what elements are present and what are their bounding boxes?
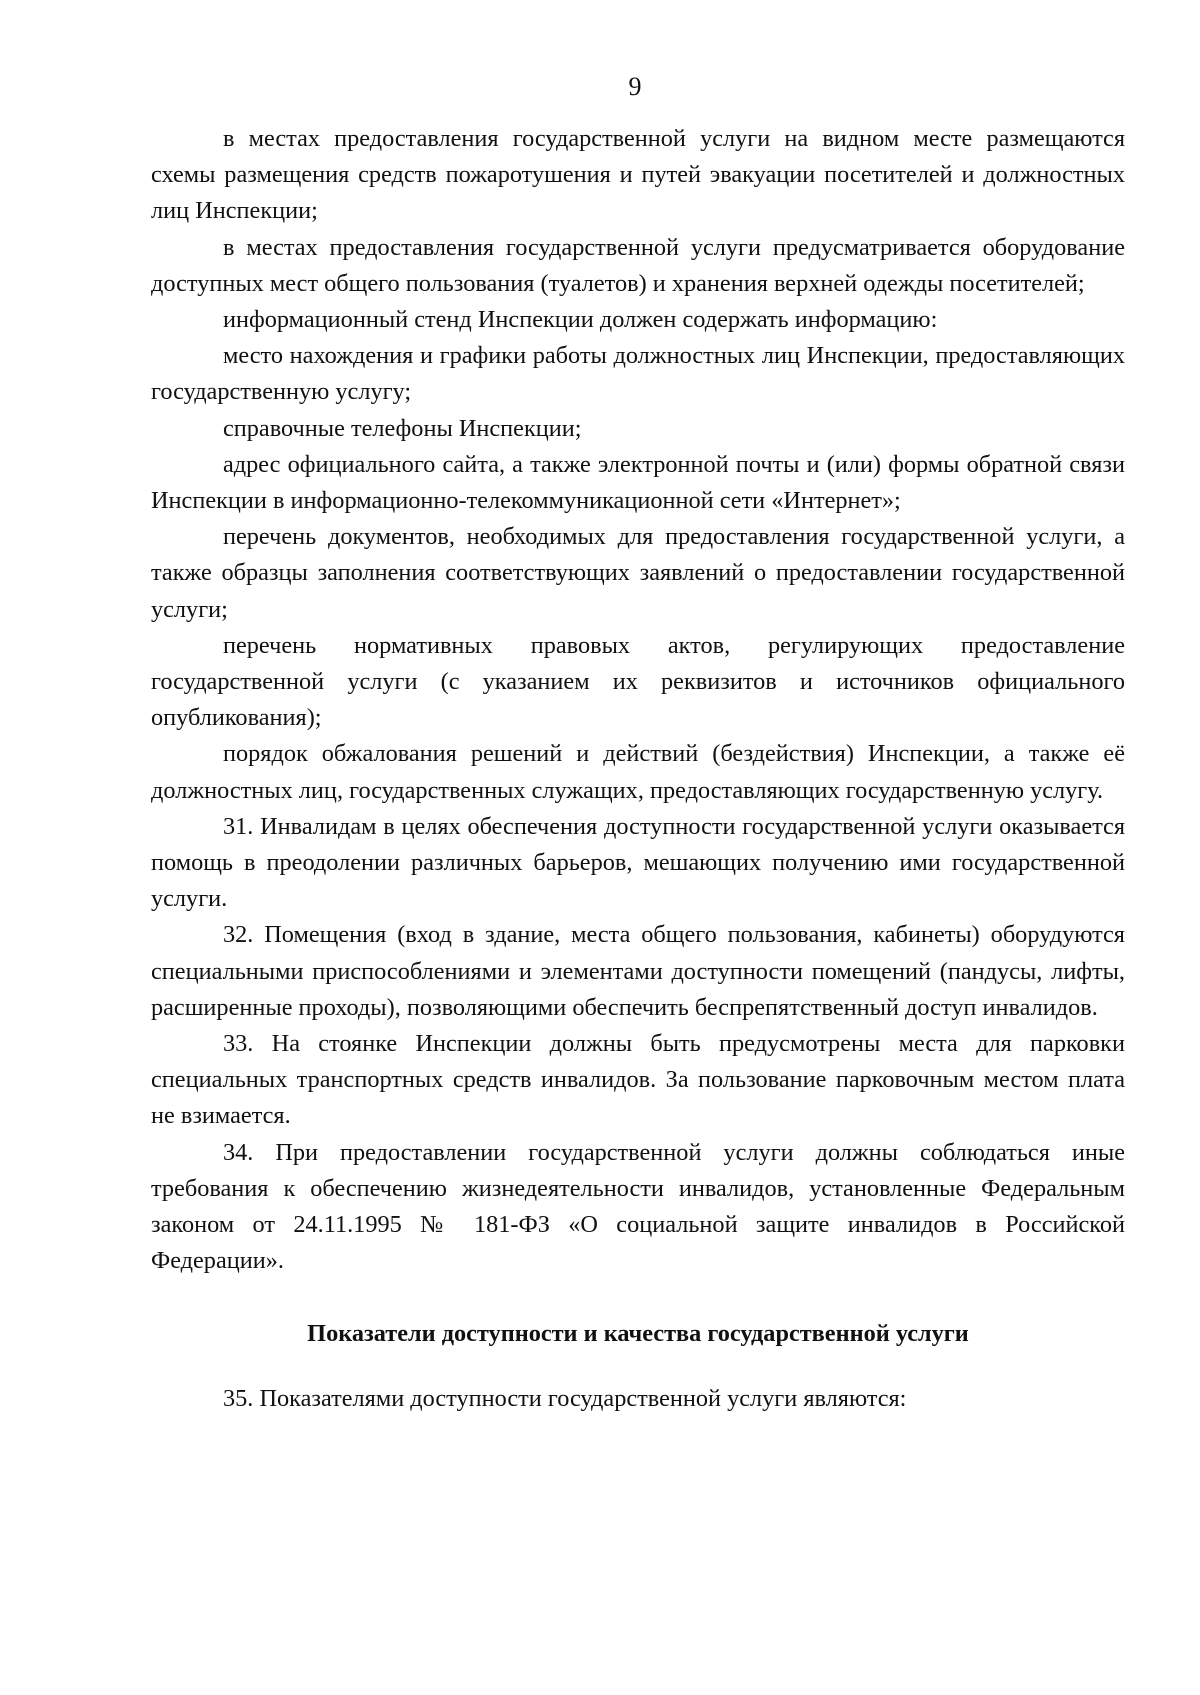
- paragraph-31: 31. Инвалидам в целях обеспечения доступности государственной услуги оказывается помощь в преодолении различных барьеров, мешающих получению ими государственной услуги.: [151, 812, 1125, 913]
- paragraph-website-address: адрес официального сайта, а также электронной почты и (или) формы обратной связи Инспекции в информационно-телекоммуникационной сети «Интернет»;: [151, 450, 1125, 515]
- paragraph-32: 32. Помещения (вход в здание, места общего пользования, кабинеты) оборудуются специальными приспособлениями и элементами доступности помещений (пандусы, лифты, расширенные проходы), позволяющими обеспечить беспрепятственный доступ инвалидов.: [151, 921, 1125, 1021]
- paragraph-34: 34. При предоставлении государственной услуги должны соблюдаться иные требования к обеспечению жизнедеятельности инвалидов, установленные Федеральным законом от 24.11.1995 № 181-ФЗ «О социальной защите инвалидов в Российской Федерации».: [151, 1138, 1125, 1275]
- paragraph-legal-acts: перечень нормативных правовых актов, регулирующих предоставление государственной услуги (с указанием их реквизитов и источников официального опубликования);: [151, 631, 1125, 732]
- paragraph-35: 35. Показателями доступности государственной услуги являются:: [223, 1384, 907, 1412]
- document-body: [151, 121, 1125, 1417]
- paragraph-public-facilities: в местах предоставления государственной услуги предусматривается оборудование доступных мест общего пользования (туалетов) и хранения верхней одежды посетителей;: [151, 233, 1125, 297]
- section-heading: Показатели доступности и качества государственной услуги: [307, 1319, 969, 1347]
- paragraph-document-list: перечень документов, необходимых для предоставления государственной услуги, а также образцы заполнения соответствующих заявлений о предоставлении государственной услуги;: [151, 523, 1125, 623]
- paragraph-location-schedule: место нахождения и графики работы должностных лиц Инспекции, предоставляющих государственную услугу;: [151, 342, 1125, 406]
- paragraph-appeal-procedure: порядок обжалования решений и действий (бездействия) Инспекции, а также её должностных лиц, государственных служащих, предоставляющих государственную услугу.: [151, 740, 1125, 804]
- paragraph-info-stand: информационный стенд Инспекции должен содержать информацию:: [223, 306, 938, 334]
- paragraph-evacuation-schemes: в местах предоставления государственной услуги на видном месте размещаются схемы размещения средств пожаротушения и путей эвакуации посетителей и должностных лиц Инспекции;: [151, 125, 1125, 225]
- paragraph-phones: справочные телефоны Инспекции;: [223, 414, 582, 442]
- page-number: 9: [628, 72, 642, 101]
- paragraph-33: 33. На стоянке Инспекции должны быть предусмотрены места для парковки специальных транспортных средств инвалидов. За пользование парковочным местом плата не взимается.: [151, 1030, 1125, 1130]
